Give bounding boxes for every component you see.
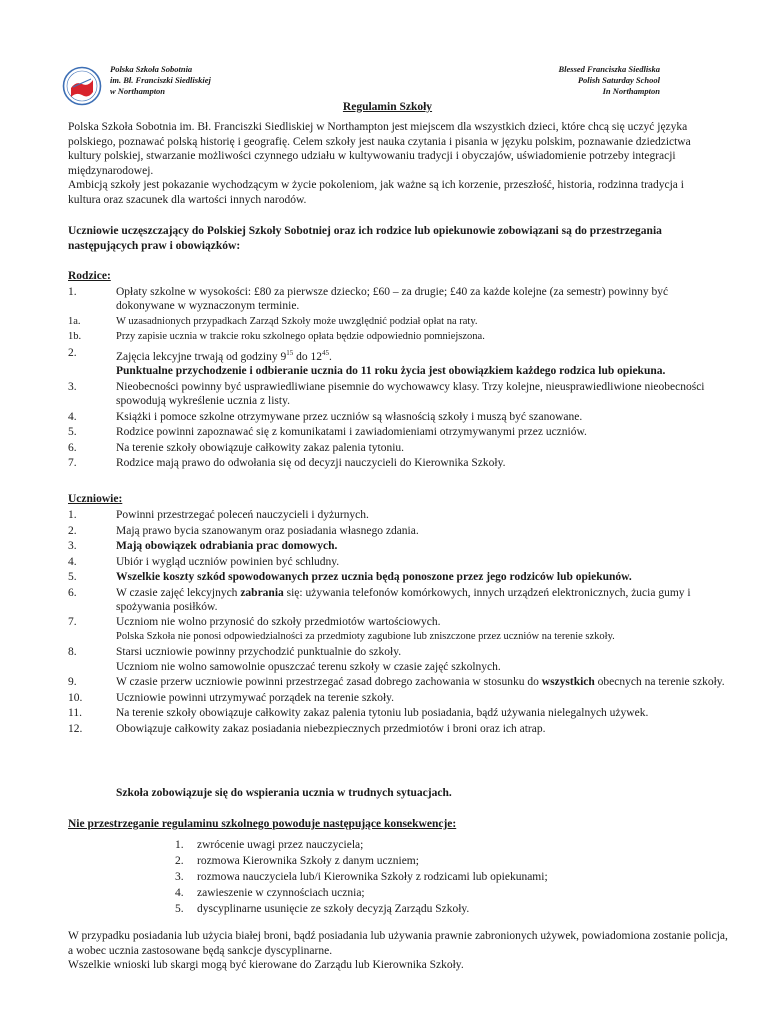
support-note: Szkoła zobowiązuje się do wspierania ucznia w trudnych sytuacjach. — [116, 787, 452, 799]
list-item: 2. Mają prawo bycia szanowanym oraz posiadania własnego zdania. — [68, 524, 419, 537]
list-item: 11. Na terenie szkoły obowiązuje całkowity zakaz palenia tytoniu lub posiadania, bądź używania nielegalnych używek. — [68, 707, 649, 720]
intro-paragraph-2: Ambicją szkoły jest pokazanie wychodzącym w życie pokoleniom, jak ważne są ich korzenie, przeszłość, historia, rodzinna tradycja i kultura oraz szacunek dla wartości innych narodów. — [68, 179, 684, 206]
intro-paragraph-1: Polska Szkoła Sobotnia im. Bł. Franciszki Siedliskiej w Northampton jest miejscem dla wszystkich dzieci, które chcą się uczyć języka polskiego, poznawać polską historię i geografię. Celem szkoły jest nauka czytania i pisania w języku polskim, poznawanie dziedzictwa kultury polskiej, stwarzanie możliwości czynnego udziału w kultywowaniu tradycji i obyczajów, uświadomienie potrzeby integracji międzynarodowej. — [68, 121, 691, 177]
school-logo — [62, 66, 102, 106]
list-item: 6. Na terenie szkoły obowiązuje całkowity zakaz palenia tytoniu. — [68, 441, 405, 454]
list-item: 12. Obowiązuje całkowity zakaz posiadania niebezpiecznych przedmiotów i broni oraz ich atrap. — [68, 722, 546, 735]
list-item: 1. Opłaty szkolne w wysokości: £80 za pierwsze dziecko; £60 – za drugie; £40 za każde kolejne (za semestr) powinny być dokonywane w wyznaczonym terminie. — [68, 286, 669, 313]
list-item: 3. rozmowa nauczyciela lub/i Kierownika Szkoły z rodzicami lub opiekunami; — [175, 870, 548, 883]
list-item: 4. Ubiór i wygląd uczniów powinien być schludny. — [68, 555, 340, 568]
obligation-paragraph: Uczniowie uczęszczający do Polskiej Szkoły Sobotniej oraz ich rodzice lub opiekunowie zobowiązani są do przestrzegania następujących praw i obowiązków: — [68, 225, 662, 252]
parents-heading: Rodzice: — [68, 270, 111, 282]
intro-section — [68, 120, 718, 208]
list-item: 4. zawieszenie w czynnościach ucznia; — [175, 886, 365, 899]
list-item: 9. W czasie przerw uczniowie powinni przestrzegać zasad dobrego zachowania w stosunku do wszystkich obecnych na terenie szkoły. — [68, 676, 725, 689]
list-item: 3. Mają obowiązek odrabiania prac domowych. — [68, 540, 338, 552]
list-item: 10. Uczniowie powinni utrzymywać porządek na terenie szkoły. — [68, 691, 395, 704]
header-left-line-1: Polska Szkoła Sobotnia — [110, 64, 193, 74]
list-item: 7. Rodzice mają prawo do odwołania się od decyzji nauczycieli do Kierownika Szkoły. — [68, 457, 506, 470]
list-item: 2. Zajęcia lekcyjne trwają od godziny $9^{15}$ do $12^{45}$. Punktualne przychodzenie i odbieranie ucznia do 11 roku życia jest obowiązkiem każdego rodzica lub opiekuna. — [68, 346, 666, 378]
list-item: 2. rozmowa Kierownika Szkoły z danym uczniem; — [175, 854, 419, 867]
final-paragraph-2: Wszelkie wnioski lub skargi mogą być kierowane do Zarządu lub Kierownika Szkoły. — [68, 959, 464, 972]
list-item: 1b. Przy zapisie ucznia w trakcie roku szkolnego opłata będzie odpowiednio pomniejszona. — [68, 331, 485, 343]
final-paragraph-1: W przypadku posiadania lub użycia białej broni, bądź posiadania lub używania prawnie zabronionych używek, powiadomiona zostanie policja, a wobec ucznia zastosowane będą sankcje dyscyplinarne. — [68, 930, 728, 957]
consequences-heading: Nie przestrzeganie regulaminu szkolnego powoduje następujące konsekwencje: — [68, 818, 457, 830]
list-item: 5. Wszelkie koszty szkód spowodowanych przez ucznia będą ponoszone przez jego rodziców lub opiekunów. — [68, 571, 632, 583]
parents-list — [68, 285, 728, 472]
list-item: 1. Powinni przestrzegać poleceń nauczycieli i dyżurnych. — [68, 509, 369, 521]
list-item: 4. Książki i pomoce szkolne otrzymywane przez uczniów są własnością szkoły i muszą być szanowane. — [68, 410, 583, 423]
header-right-line-1: Blessed Franciszka Siedliska — [558, 64, 660, 74]
header-left-line-2: im. Bł. Franciszki Siedliskiej — [110, 75, 211, 85]
list-item: 6. W czasie zajęć lekcyjnych zabrania się: używania telefonów komórkowych, innych urządzeń elektronicznych, żucia gumy i spożywania posiłków. — [68, 586, 691, 613]
list-item: 3. Nieobecności powinny być usprawiedliwiane pisemnie do wychowawcy klasy. Trzy kolejne, nieusprawiedliwione nieobecności spowodują wykreślenie ucznia z listy. — [68, 380, 705, 408]
header-right — [520, 64, 660, 97]
list-item: 1a. W uzasadnionych przypadkach Zarząd Szkoły może uwzględnić podział opłat na raty. — [68, 315, 478, 327]
list-item: 1. zwrócenie uwagi przez nauczyciela; — [175, 839, 364, 851]
consequences-list — [175, 838, 548, 918]
list-item: 8. Starsi uczniowie powinny przychodzić punktualnie do szkoły. Uczniom nie wolno samowolnie opuszczać terenu szkoły w czasie zajęć szkolnych. — [68, 646, 501, 673]
students-list — [68, 508, 728, 737]
students-heading: Uczniowie: — [68, 493, 123, 505]
header-left-line-3: w Northampton — [110, 86, 166, 96]
header-right-line-3: In Northampton — [602, 86, 660, 96]
list-item: 7. Uczniom nie wolno przynosić do szkoły przedmiotów wartościowych. Polska Szkoła nie ponosi odpowiedzialności za przedmioty zagubione lub zniszczone przez uczniów na terenie szkoły. — [68, 616, 615, 642]
list-item: 5. Rodzice powinni zapoznawać się z komunikatami i zawiadomieniami otrzymywanymi przez uczniów. — [68, 426, 587, 439]
list-item: 5. dyscyplinarne usunięcie ze szkoły decyzją Zarządu Szkoły. — [175, 902, 470, 915]
document-title: Regulamin Szkoły — [342, 101, 433, 113]
header-right-line-2: Polish Saturday School — [577, 75, 660, 85]
final-section — [68, 929, 728, 973]
